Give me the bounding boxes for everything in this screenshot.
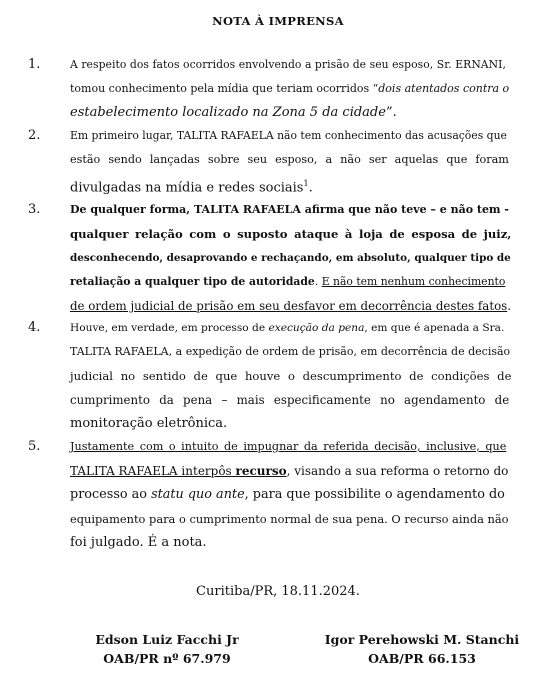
signatory-name: Igor Perehowski M. Stanchi [324, 632, 520, 647]
text-line: Houve, em verdade, em processo de execução da pena, em que é apenada a Sra. [70, 322, 505, 334]
text-line: tomou conhecimento pela mídia que teriam ocorridos “dois atentados contra o [70, 82, 510, 95]
text-line: qualquer relação com o suposto ataque à loja de esposa de juiz, [70, 227, 512, 241]
item-text [70, 435, 511, 555]
text-line: cumprimento da pena – mais especificamente no agendamento de [70, 393, 510, 407]
text-line: judicial no sentido de que houve o descumprimento de condições de [70, 369, 512, 383]
item-number: 2. [28, 128, 41, 143]
text-line: estão sendo lançadas sobre seu esposo, a não ser aquelas que foram [70, 153, 509, 166]
signature-block-left [82, 630, 252, 668]
item-text [70, 124, 511, 200]
signatory-oab: OAB/PR 66.153 [368, 651, 476, 666]
text-line: De qualquer forma, TALITA RAFAELA afirma que não teve – e não tem - [70, 203, 509, 216]
text-line: divulgadas na mídia e redes sociais$^1$. [70, 179, 313, 196]
item-text [70, 53, 511, 125]
text-line: Justamente com o intuito de impugnar da referida decisão, inclusive, que [70, 440, 507, 453]
signature-block-right [322, 630, 522, 668]
text-line: estabelecimento localizado na Zona 5 da cidade”. [70, 105, 397, 120]
text-line: A respeito dos fatos ocorridos envolvendo a prisão de seu esposo, Sr. ERNANI, [70, 58, 506, 71]
text-line: desconhecendo, desaprovando e rechaçando, em absoluto, qualquer tipo de [70, 252, 511, 264]
text-line: equipamento para o cumprimento normal de sua pena. O recurso ainda não [70, 512, 509, 526]
text-line: TALITA RAFAELA interpôs recurso, visando a sua reforma o retorno do [70, 464, 509, 478]
item-number: 5. [28, 439, 41, 454]
text-line: foi julgado. É a nota. [70, 535, 207, 550]
date-line: Curitiba/PR, 18.11.2024. [196, 584, 360, 599]
signatory-oab: OAB/PR nº 67.979 [103, 651, 231, 666]
text-line: TALITA RAFAELA, a expedição de ordem de prisão, em decorrência de decisão [70, 345, 511, 358]
item-number: 4. [28, 320, 41, 335]
item-text [70, 316, 511, 436]
text-line: monitoração eletrônica. [70, 416, 228, 431]
signatory-name: Edson Luiz Facchi Jr [95, 632, 239, 647]
document-title: NOTA À IMPRENSA [212, 14, 344, 28]
text-line: processo ao statu quo ante, para que possibilite o agendamento do [70, 487, 505, 502]
item-number: 3. [28, 202, 41, 217]
item-text [70, 198, 511, 318]
text-line: de ordem judicial de prisão em seu desfavor em decorrência destes fatos. [70, 299, 511, 313]
text-line: Em primeiro lugar, TALITA RAFAELA não tem conhecimento das acusações que [70, 129, 507, 142]
text-line: retaliação a qualquer tipo de autoridade. E não tem nenhum conhecimento [70, 275, 506, 288]
item-number: 1. [28, 57, 41, 72]
